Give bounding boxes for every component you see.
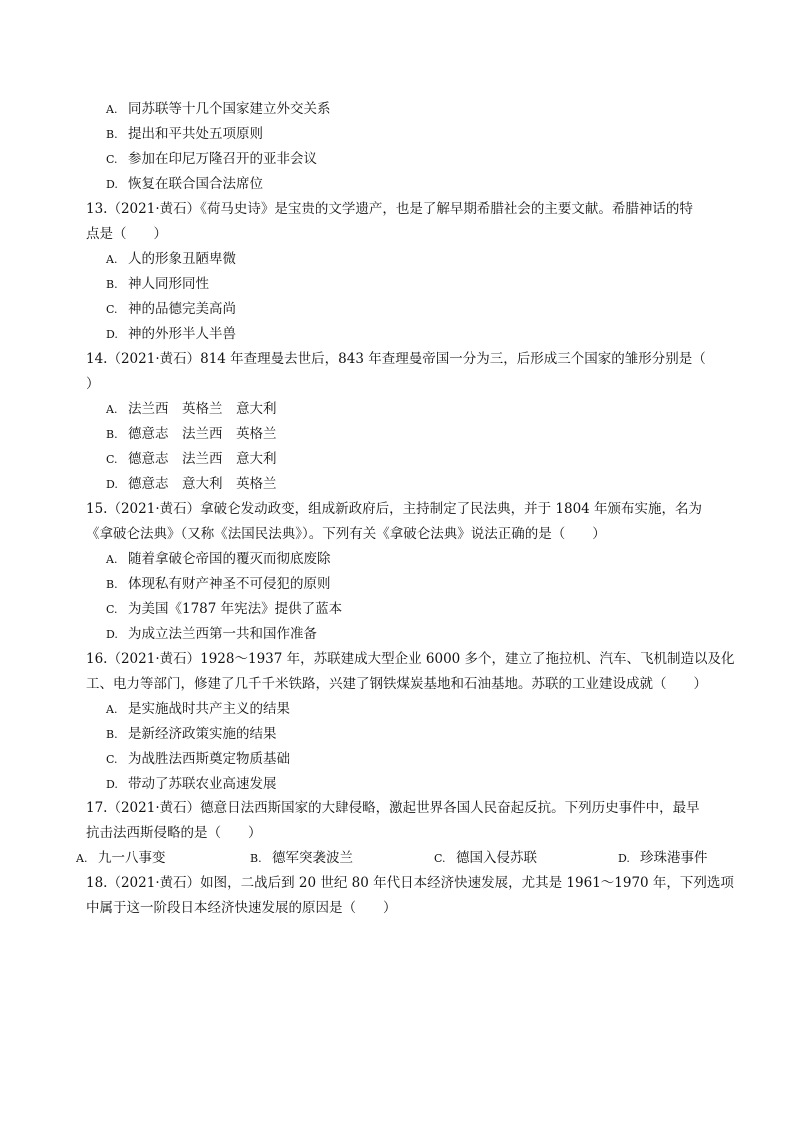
option-text: 为美国《1787 年宪法》提供了蓝本 <box>128 601 343 617</box>
option-letter: B. <box>106 578 118 591</box>
q17-stem-line-2: 抗击法西斯侵略的是（ ） <box>86 825 262 841</box>
option-letter: B. <box>106 278 118 291</box>
q16-option-b <box>106 725 277 744</box>
option-text: 恢复在联合国合法席位 <box>128 176 263 192</box>
q15-option-b <box>106 575 331 594</box>
q13-option-b <box>106 275 209 294</box>
q13-option-c <box>106 300 236 319</box>
option-letter: C. <box>106 453 118 466</box>
q17-stem-line-1: 17.（2021·黄石）德意日法西斯国家的大肆侵略，激起世界各国人民奋起反抗。下列历史事件中，最早 <box>86 800 700 816</box>
q17-option-c <box>434 849 537 868</box>
option-text: 是实施战时共产主义的结果 <box>128 701 290 717</box>
option-text: 提出和平共处五项原则 <box>128 126 263 142</box>
q17-option-a <box>76 849 166 868</box>
q15-option-a <box>106 550 331 569</box>
q13-option-a <box>106 250 236 269</box>
option-letter: B. <box>106 728 118 741</box>
q16-option-a <box>106 700 290 719</box>
option-letter: D. <box>106 178 118 191</box>
option-letter: A. <box>106 103 118 116</box>
option-letter: C. <box>106 303 118 316</box>
q12-option-a <box>106 100 331 119</box>
option-text: 德意志 法兰西 意大利 <box>128 451 277 467</box>
q17-option-d <box>618 849 708 868</box>
option-text: 神人同形同性 <box>128 276 209 292</box>
q17-options-row <box>76 849 726 867</box>
option-text: 法兰西 英格兰 意大利 <box>128 401 277 417</box>
option-letter: D. <box>106 778 118 791</box>
option-letter: C. <box>106 603 118 616</box>
option-text: 同苏联等十几个国家建立外交关系 <box>128 101 331 117</box>
option-text: 为成立法兰西第一共和国作准备 <box>128 626 317 642</box>
option-text: 参加在印尼万隆召开的亚非会议 <box>128 151 317 167</box>
option-letter: C. <box>106 753 118 766</box>
q12-option-d <box>106 175 263 194</box>
q14-stem-line-1: 14.（2021·黄石）814 年查理曼去世后，843 年查理曼帝国一分为三，后形成三个国家的雏形分别是（ <box>86 351 706 367</box>
option-text: 珍珠港事件 <box>640 850 708 866</box>
option-letter: D. <box>106 478 118 491</box>
option-letter: A. <box>106 403 118 416</box>
q15-option-d <box>106 625 317 644</box>
option-text: 为战胜法西斯奠定物质基础 <box>128 751 290 767</box>
q15-stem-line-1: 15.（2021·黄石）拿破仑发动政变，组成新政府后，主持制定了民法典，并于 1804 年颁布实施，名为 <box>86 501 703 517</box>
option-text: 九一八事变 <box>98 850 166 866</box>
q16-option-c <box>106 750 290 769</box>
q12-option-b <box>106 125 263 144</box>
option-text: 德军突袭波兰 <box>272 850 353 866</box>
option-letter: C. <box>434 852 446 865</box>
q16-stem-line-2: 工、电力等部门，修建了几千千米铁路，兴建了钢铁煤炭基地和石油基地。苏联的工业建设成就（ ） <box>86 676 707 692</box>
q13-stem-line-1: 13.（2021·黄石）《荷马史诗》是宝贵的文学遗产，也是了解早期希腊社会的主要文献。希腊神话的特 <box>86 201 693 217</box>
option-text: 是新经济政策实施的结果 <box>128 726 277 742</box>
option-letter: A. <box>106 703 118 716</box>
option-text: 德意志 法兰西 英格兰 <box>128 426 277 442</box>
q14-option-d <box>106 475 277 494</box>
option-letter: A. <box>106 553 118 566</box>
option-text: 人的形象丑陋卑微 <box>128 251 236 267</box>
option-text: 神的外形半人半兽 <box>128 326 236 342</box>
q14-option-a <box>106 400 277 419</box>
q14-stem-line-2: ） <box>86 376 100 392</box>
option-letter: B. <box>106 428 118 441</box>
q16-stem-line-1: 16.（2021·黄石）1928～1937 年，苏联建成大型企业 6000 多个，建立了拖拉机、汽车、飞机制造以及化 <box>86 651 735 667</box>
q15-stem-line-2: 《拿破仑法典》（又称《法国民法典》）。下列有关《拿破仑法典》说法正确的是（ ） <box>86 526 606 542</box>
q18-stem-line-1: 18.（2021·黄石）如图，二战后到 20 世纪 80 年代日本经济快速发展，尤其是 1961～1970 年，下列选项 <box>86 875 734 891</box>
q13-option-d <box>106 325 236 344</box>
q12-option-c <box>106 150 317 169</box>
q16-option-d <box>106 775 277 794</box>
option-letter: D. <box>106 628 118 641</box>
option-letter: D. <box>106 328 118 341</box>
q14-option-c <box>106 450 277 469</box>
option-letter: C. <box>106 153 118 166</box>
option-letter: A. <box>106 253 118 266</box>
option-text: 神的品德完美高尚 <box>128 301 236 317</box>
option-text: 体现私有财产神圣不可侵犯的原则 <box>128 576 331 592</box>
q14-option-b <box>106 425 277 444</box>
q17-option-b <box>250 849 353 868</box>
q15-option-c <box>106 600 342 619</box>
option-text: 德意志 意大利 英格兰 <box>128 476 277 492</box>
q13-stem-line-2: 点是（ ） <box>86 226 167 242</box>
option-letter: A. <box>76 852 88 865</box>
q18-stem-line-2: 中属于这一阶段日本经济快速发展的原因是（ ） <box>86 900 397 916</box>
option-letter: B. <box>106 128 118 141</box>
option-text: 德国入侵苏联 <box>456 850 537 866</box>
option-letter: B. <box>250 852 262 865</box>
option-text: 带动了苏联农业高速发展 <box>128 776 277 792</box>
option-text: 随着拿破仑帝国的覆灭而彻底废除 <box>128 551 331 567</box>
option-letter: D. <box>618 852 630 865</box>
